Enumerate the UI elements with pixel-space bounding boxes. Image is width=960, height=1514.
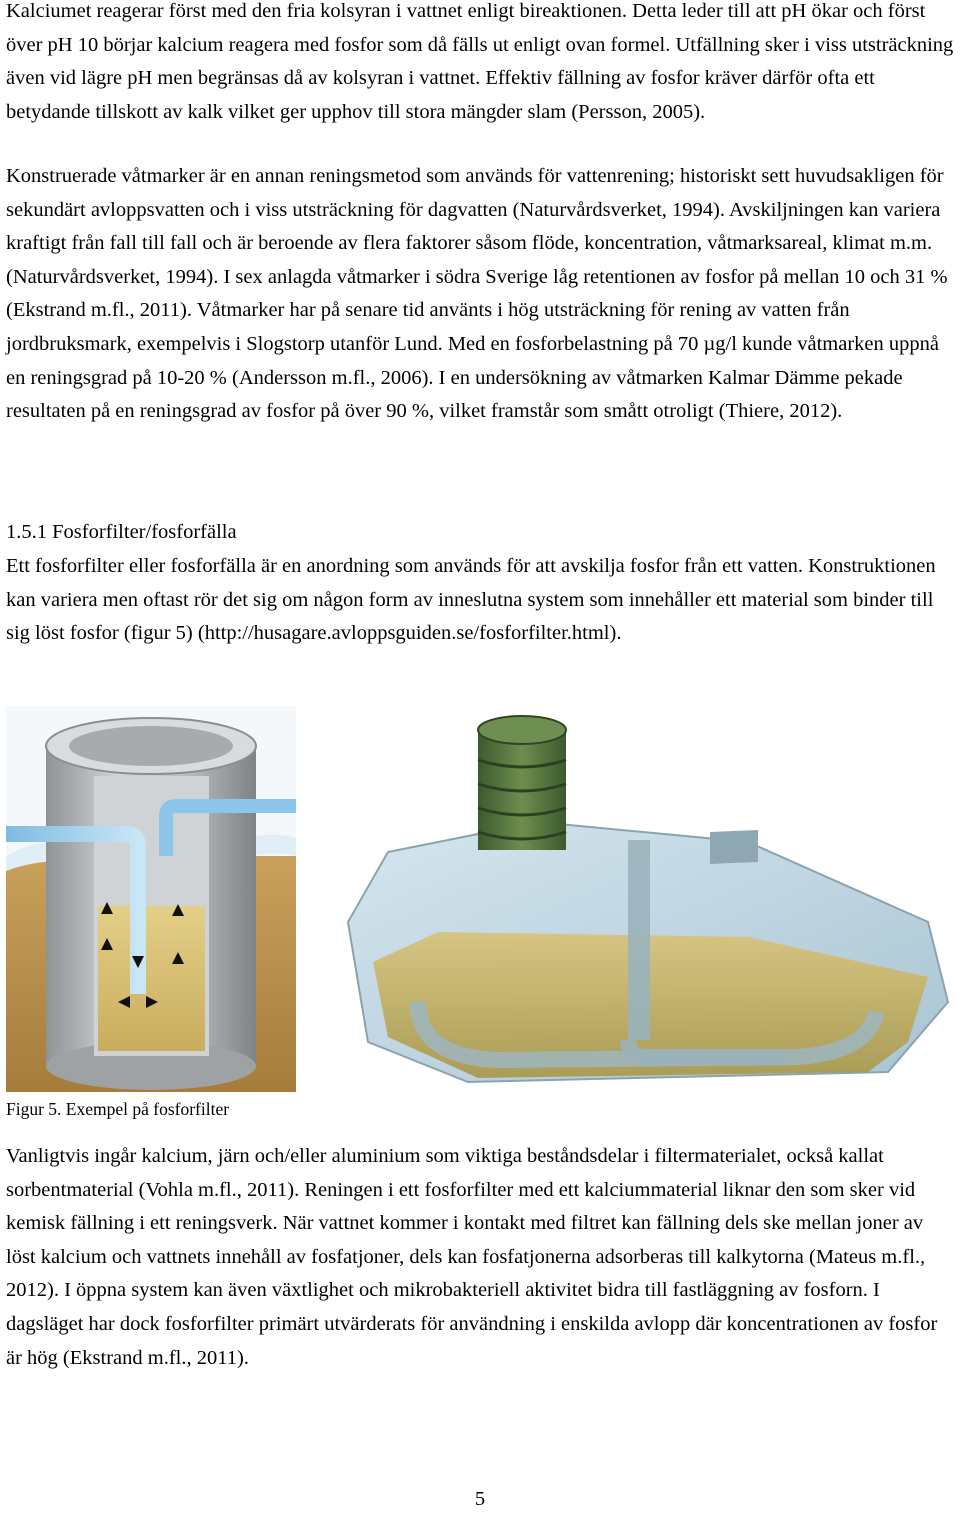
well-filter-illustration xyxy=(6,706,296,1092)
paragraph-phosphorus-filter-intro: Ett fosforfilter eller fosforfälla är en anordning som används för att avskilja fosfor från ett vatten. Konstruktionen kan variera men oftast rör det sig om någon form av inneslutna system som innehåller ett material som binder till sig löst fosfor (figur 5) (http://husagare.avloppsguiden.se/fosforfilter.html). xyxy=(6,555,936,645)
figure-caption: Figur 5. Exempel på fosforfilter xyxy=(6,1099,230,1119)
tank-filter-illustration xyxy=(328,712,960,1084)
page-number: 5 xyxy=(474,1488,486,1510)
paragraph-constructed-wetlands: Konstruerade våtmarker är en annan reningsmetod som används för vattenrening; historiskt sett huvudsakligen för sekundärt avloppsvatten och i viss utsträckning för dagvatten (Naturvårdsverket, 1994). Avskiljningen kan variera kraftigt från fall till fall och är beroende av flera faktorer såsom flöde, koncentration, våtmarksareal, klimat m.m. (Naturvårdsverket, 1994). I sex anlagda våtmarker i södra Sverige låg retentionen av fosfor på mellan 10 och 31 % (Ekstrand m.fl., 2011). Våtmarker har på senare tid använts i hög utsträckning för rening av vatten från jordbruksmark, exempelvis i Slogstorp utanför Lund. Med en fosforbelastning på 70 µg/l kunde våtmarken uppnå en reningsgrad på 10-20 % (Andersson m.fl., 2006). I en undersökning av våtmarken Kalmar Dämme pekade resultaten på en reningsgrad av fosfor på över 90 %, vilket framstår som smått otroligt (Thiere, 2012). xyxy=(6,165,948,423)
paragraph-filter-materials: Vanligtvis ingår kalcium, järn och/eller aluminium som viktiga beståndsdelar i filtermaterialet, också kallat sorbentmaterial (Vohla m.fl., 2011). Reningen i ett fosforfilter med ett kalciummaterial liknar den som sker vid kemisk fällning i ett reningsverk. När vattnet kommer i kontakt med filtret kan fällning dels ske mellan joner av löst kalcium och vattnets innehåll av fosfatjoner, dels kan fosfatjonerna adsorberas till kalkytorna (Mateus m.fl., 2012). I öppna system kan även växtlighet och mikrobakteriell aktivitet bidra till fastläggning av fosforn. I dagsläget har dock fosforfilter primärt utvärderats för användning i enskilda avlopp där koncentrationen av fosfor är hög (Ekstrand m.fl., 2011). xyxy=(6,1145,938,1369)
paragraph-calcium-reaction: Kalciumet reagerar först med den fria kolsyran i vattnet enligt bireaktionen. Detta leder till att pH ökar och först över pH 10 börjar kalcium reagera med fosfor som då fälls ut enligt ovan formel. Utfällning sker i viss utsträckning även vid lägre pH men begränsas då av kolsyran i vattnet. Effektiv fällning av fosfor kräver därför ofta ett betydande tillskott av kalk vilket ger upphov till stora mängder slam (Persson, 2005). xyxy=(6,0,954,123)
section-heading: 1.5.1 Fosforfilter/fosforfälla xyxy=(6,521,237,543)
